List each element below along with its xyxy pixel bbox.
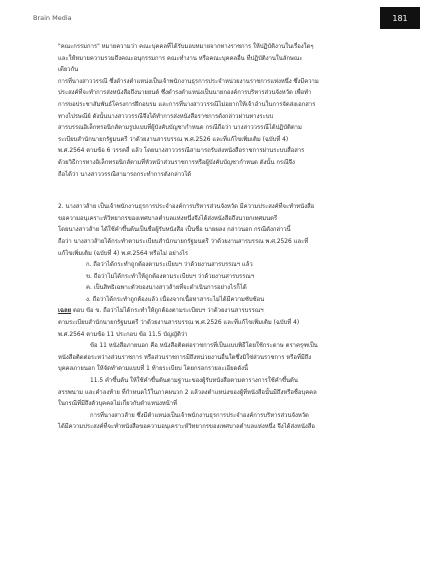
choice-b: ข. ถือว่าไม่ได้กระทำให้ถูกต้องตามระเบียบฯ ว่าด้วยงานสารบรรณฯ bbox=[86, 273, 255, 280]
question-line: ถือว่า นางสาวส้ายได้กระทำตามระเบียบสำนักนายกรัฐมนตรี ว่าด้วยงานสารบรรณ พ.ศ.2526 และที่ bbox=[58, 238, 309, 245]
closing-line: การที่นางสาวส้าย ซึ่งมีตำแหน่งเป็นเจ้าพนักงานธุรการประจำองค์การบริหารส่วนจังหวัด bbox=[90, 412, 309, 419]
explanation-line: ทางไปรษณีย์ ดังนั้นนางสาววรรณีจึงได้ทำการส่งหนังสือราชการดังกล่าวผ่านทางระบบ bbox=[58, 113, 274, 120]
question-line: โดยนางสาวส้าย ได้ใช้คำขึ้นต้นเป็นชื่อผู้รับหนังสือ เป็นชื่อ นายผลง กล่าวนอก กรณีดังกล่าวนี้ bbox=[58, 227, 291, 234]
question-line: 2. นางสาวส้าย เป็นเจ้าพนักงานธุรการประจำองค์การบริหารส่วนจังหวัด มีความประสงค์ที่จะทำหนังสือ bbox=[58, 204, 315, 211]
answer-line bbox=[58, 306, 378, 318]
explanation-line: ประสงค์ที่จะทำการส่งหนังสือถึงนายยนต์ ซึ่งดำรงตำแหน่งเป็นนายกองค์การบริหารส่วนจังหวัด เพื่อทำ bbox=[58, 90, 312, 97]
explanation-line: ระเบียบสำนักนายกรัฐมนตรี ว่าด้วยงานสารบรรณ พ.ศ.2526 และที่แก้ไขเพิ่มเติม (ฉบับที่ 4) bbox=[58, 136, 289, 143]
document-body bbox=[58, 42, 378, 434]
answer-label: เฉลย bbox=[58, 308, 72, 315]
explanation-line: สารบรรณอิเล็กทรอนิกส์ตามรูปแบบที่ผู้บังคับบัญชากำหนด กรณีถือว่า นางสาววรรณีได้ปฏิบัติตาม bbox=[58, 125, 302, 132]
clause-11-line: บุคคลภายนอก ให้จัดทำตามแบบที่ 1 ท้ายระเบียบ โดยกรอกรายละเอียดดังนี้ bbox=[58, 366, 249, 373]
closing-line: ได้มีความประสงค์ที่จะทำหนังสือขอความอนุเคราะห์วิทยากรของเทศบาลตำบลแห่งหนึ่ง จึงได้ส่งหนังสือ bbox=[58, 424, 315, 431]
page-number-badge: 181 bbox=[380, 7, 420, 29]
clause-11-5-line: ในกรณีที่มีถึงตัวบุคคลไม่เกี่ยวกับตำแหน่งหน้าที่ bbox=[58, 401, 177, 408]
choice-c: ค. เป็นสิทธิเฉพาะตัวของนางสาวส้ายที่จะดำเนินการอย่างไรก็ได้ bbox=[86, 285, 247, 292]
clause-11-5-line: สรรพนาม และคำลงท้าย ที่กำหนดไว้ในภาคผนวก 2 แล้วลงตำแหน่งของผู้ที่หนังสือนั้นมีถึงหรือชื่อบุคคล bbox=[58, 389, 317, 396]
explanation-line: พ.ศ.2564 ตามข้อ 6 วรรคสี่ แล้ว โดยนางสาววรรณีสามารถรับส่งหนังสือราชการผ่านระบบสื่อสาร bbox=[58, 148, 305, 155]
explanation-line: ถือได้ว่า นางสาววรรณีสามารถกระทำการดังกล่าวได้ bbox=[58, 171, 192, 178]
choice-d: ง. ถือว่าได้กระทำถูกต้องแล้ว เนื่องจากเนื้อหาสาระไม่ได้มีความซับซ้อน bbox=[86, 296, 265, 303]
definition-line: เดียวกัน bbox=[58, 67, 79, 74]
definition-line: และให้หมายความรวมถึงคณะอนุกรรมการ คณะทำงาน หรือคณะบุคคลอื่น ที่ปฏิบัติงานในลักษณะ bbox=[58, 55, 303, 62]
explanation-line: การขอประชาสัมพันธ์โครงการฝึกอบรม และการที่นางสาววรรณีไม่อยากให้เจ้าอำนในการจัดส่งเอกสาร bbox=[58, 101, 316, 108]
brand-name: Brain Media bbox=[33, 14, 72, 22]
explanation-line: ด้วยวิธีการทางอิเล็กทรอนิกส์ตามที่หัวหน้าส่วนราชการหรือผู้บังคับบัญชากำหนด ดังนั้น กรณีจึง bbox=[58, 159, 295, 166]
clause-11-5-line: 11.5 คำขึ้นต้น ให้ใช้คำขึ้นต้นตามฐานะของผู้รับหนังสือตามตารางการใช้คำขึ้นต้น bbox=[90, 378, 298, 385]
answer-line: พ.ศ.2564 ตามข้อ 11 ประกอบ ข้อ 11.5 บัญญัติว่า bbox=[58, 331, 188, 338]
definition-line: "คณะกรรมการ" หมายความว่า คณะบุคคลที่ได้รับมอบหมายจากทางราชการ ให้ปฏิบัติงานในเรื่องใดๆ bbox=[58, 44, 314, 50]
explanation-line: การที่นางสาววรรณี ซึ่งดำรงตำแหน่งเป็นเจ้าพนักงานธุรการประจำหน่วยงานราชการแห่งหนึ่ง ซึ่งมีความ bbox=[58, 78, 319, 85]
question-line: แก้ไขเพิ่มเติม (ฉบับที่ 4) พ.ศ.2564 หรือไม่ อย่างไร bbox=[58, 250, 189, 257]
clause-11-line: หนังสือติดต่อระหว่างส่วนราชการ หรือส่วนราชการมีถึงหน่วยงานอื่นใดซึ่งมิใช่ส่วนราชการ หรือที่มีถึง bbox=[58, 354, 312, 361]
answer-line: ตามระเบียบสำนักนายกรัฐมนตรี ว่าด้วยงานสารบรรณ พ.ศ.2526 และที่แก้ไขเพิ่มเติม (ฉบับที่ 4) bbox=[58, 320, 300, 327]
question-line: ขอความอนุเคราะห์วิทยากรของเทศบาลตำบลแห่งหนึ่งจึงได้ส่งหนังสือถึงนายกเทศมนตรี bbox=[58, 215, 278, 222]
clause-11-line: ข้อ 11 หนังสือภายนอก คือ หนังสือติดต่อราชการที่เป็นแบบพิธีโดยใช้กระดาษ ตราครุฑเป็น bbox=[90, 343, 318, 350]
answer-text: ตอบ ข้อ ข. ถือว่าไม่ได้กระทำให้ถูกต้องตามระเบียบฯ ว่าด้วยงานสารบรรณฯ bbox=[72, 308, 264, 315]
choice-a: ก. ถือว่าได้กระทำถูกต้องตามระเบียบฯ ว่าด้วยงานสารบรรณฯ แล้ว bbox=[86, 262, 253, 269]
